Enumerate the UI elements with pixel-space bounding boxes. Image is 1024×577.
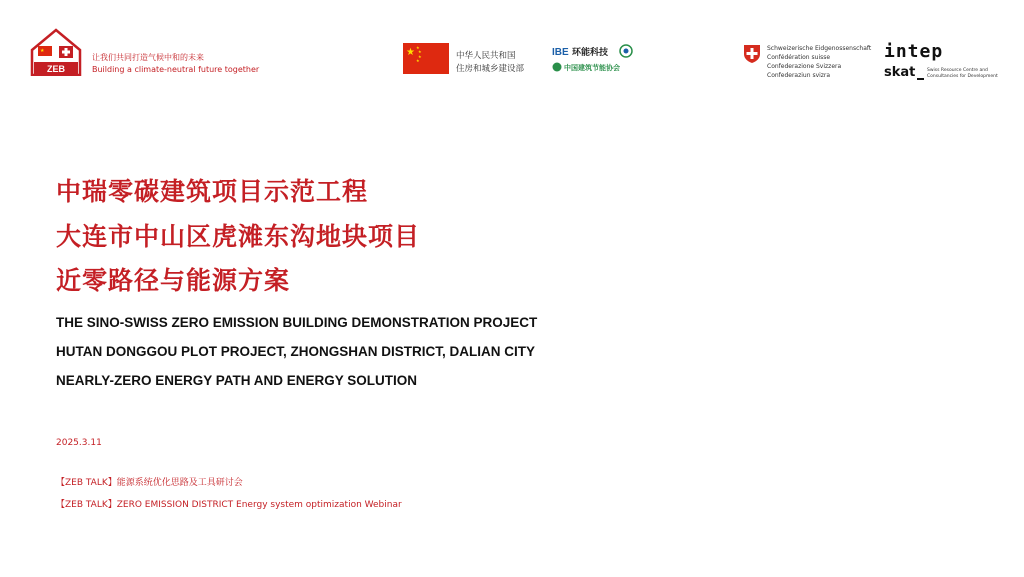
svg-text:★: ★	[40, 48, 45, 54]
title-en-line3: NEARLY-ZERO ENERGY PATH AND ENERGY SOLUTION	[56, 373, 418, 388]
zeb-tagline-en: Building a climate-neutral future together	[92, 65, 260, 74]
svg-text:★: ★	[418, 49, 422, 54]
ibe-name: 环能科技	[572, 48, 609, 58]
svg-text:IBE: IBE	[552, 47, 569, 58]
swiss-confederation-line3: Confederazione Svizzera	[767, 63, 842, 70]
presentation-date: 2025.3.11	[56, 438, 102, 448]
china-flag-icon	[403, 43, 449, 74]
svg-text:★: ★	[406, 47, 415, 58]
skat-subtitle-line1: Swiss Resource Centre and	[927, 68, 988, 73]
svg-text:★: ★	[416, 45, 420, 50]
swiss-confederation-line1: Schweizerische Eidgenossenschaft	[767, 45, 872, 52]
ministry-name-line2: 住房和城乡建设部	[456, 64, 525, 74]
title-cn-line2: 大连市中山区虎滩东沟地块项目	[56, 222, 421, 251]
association-name: 中国建筑节能协会	[564, 64, 620, 72]
ministry-name-line1: 中华人民共和国	[456, 51, 516, 61]
intep-logo: intep	[884, 41, 944, 62]
swiss-confederation-line4: Confederaziun svizra	[767, 72, 831, 79]
swiss-confederation-line2: Confédération suisse	[767, 54, 831, 61]
title-cn-line3: 近零路径与能源方案	[56, 266, 291, 295]
title-en-line2: HUTAN DONGGOU PLOT PROJECT, ZHONGSHAN DISTRICT, DALIAN CITY	[56, 344, 536, 359]
zeb-tagline-cn: 让我们共同打造气候中和的未来	[92, 53, 204, 62]
skat-underline	[917, 78, 924, 80]
zeb-talk-cn: 【ZEB TALK】能源系统优化思路及工具研讨会	[56, 478, 243, 488]
title-cn-line1: 中瑞零碳建筑项目示范工程	[56, 177, 369, 206]
skat-logo: skat	[884, 65, 916, 80]
svg-text:★: ★	[416, 58, 420, 63]
svg-text:★: ★	[418, 54, 422, 59]
ibe-logo	[552, 44, 636, 74]
zeb-talk-en: 【ZEB TALK】ZERO EMISSION DISTRICT Energy system optimization Webinar	[56, 500, 402, 510]
zeb-logo	[30, 28, 82, 76]
title-en-line1: THE SINO-SWISS ZERO EMISSION BUILDING DEMONSTRATION PROJECT	[56, 315, 538, 330]
zeb-logo-text: ZEB	[47, 64, 65, 74]
skat-subtitle-line2: Consultancies for Development	[927, 74, 998, 79]
swiss-shield-icon	[743, 44, 761, 64]
